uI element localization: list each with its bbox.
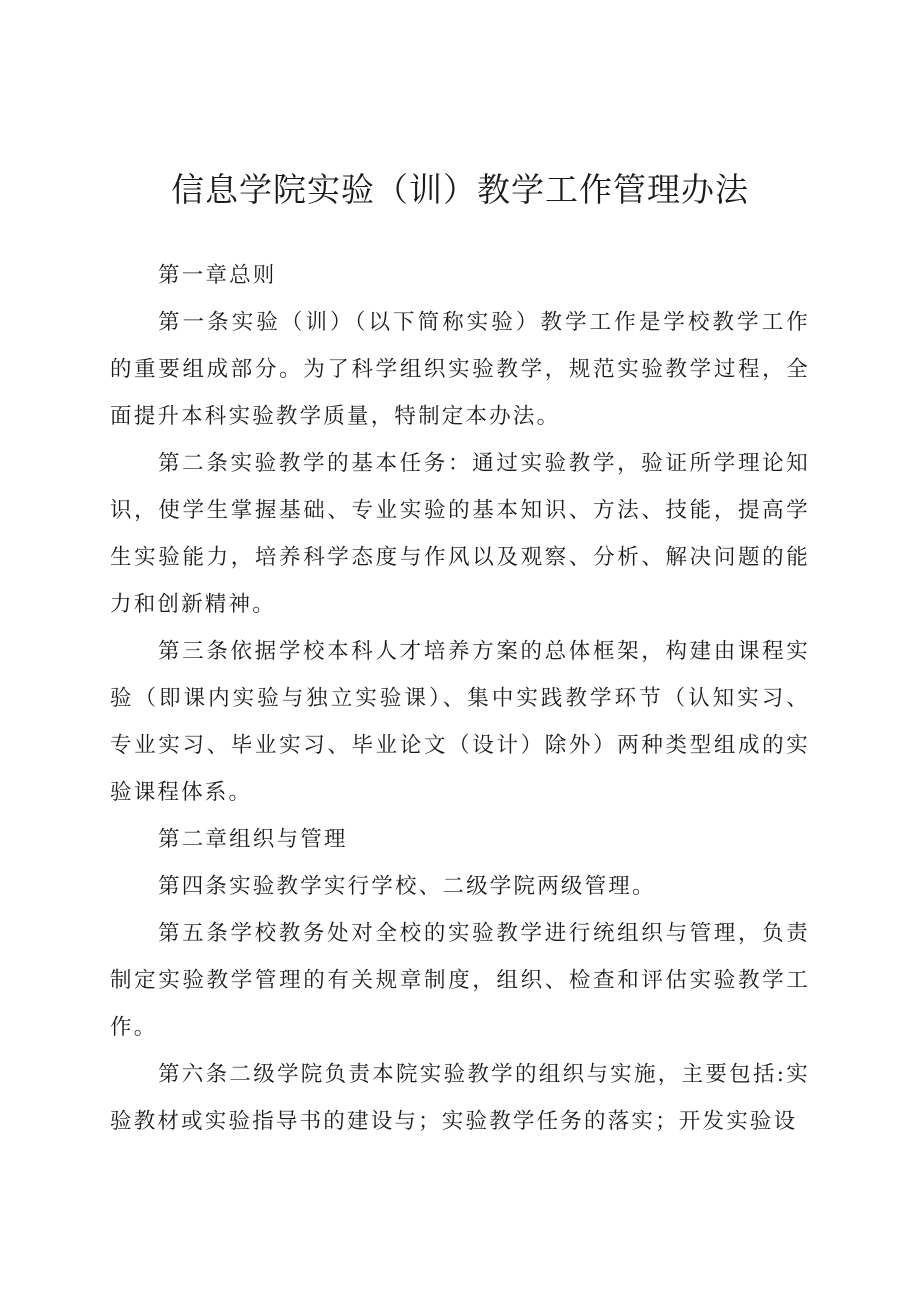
article-paragraph: 第六条二级学院负责本院实验教学的组织与实施，主要包括:实验教材或实验指导书的建设与；实验教学任务的落实；开发实验设 [110, 1062, 810, 1134]
chapter-heading: 第二章组织与管理 [158, 827, 348, 852]
article-paragraph: 第四条实验教学实行学校、二级学院两级管理。 [158, 874, 656, 899]
article-paragraph: 第一条实验（训）（以下简称实验）教学工作是学校教学工作的重要组成部分。为了科学组织实验教学，规范实验教学过程，全面提升本科实验教学质量，特制定本办法。 [110, 310, 810, 429]
document-title: 信息学院实验（训）教学工作管理办法 [171, 170, 749, 209]
article-paragraph: 第三条依据学校本科人才培养方案的总体框架，构建由课程实验（即课内实验与独立实验课）、集中实践教学环节（认知实习、专业实习、毕业实习、毕业论文（设计）除外）两种类型组成的实验课程体系。 [110, 639, 810, 805]
article-paragraph: 第五条学校教务处对全校的实验教学进行统组织与管理，负责制定实验教学管理的有关规章制度，组织、检查和评估实验教学工作。 [110, 921, 810, 1040]
chapter-heading: 第一章总则 [158, 263, 277, 288]
article-paragraph: 第二条实验教学的基本任务：通过实验教学，验证所学理论知识，使学生掌握基础、专业实验的基本知识、方法、技能，提高学生实验能力，培养科学态度与作风以及观察、分析、解决问题的能力和创新精神。 [110, 451, 810, 617]
document-body [110, 252, 810, 1145]
